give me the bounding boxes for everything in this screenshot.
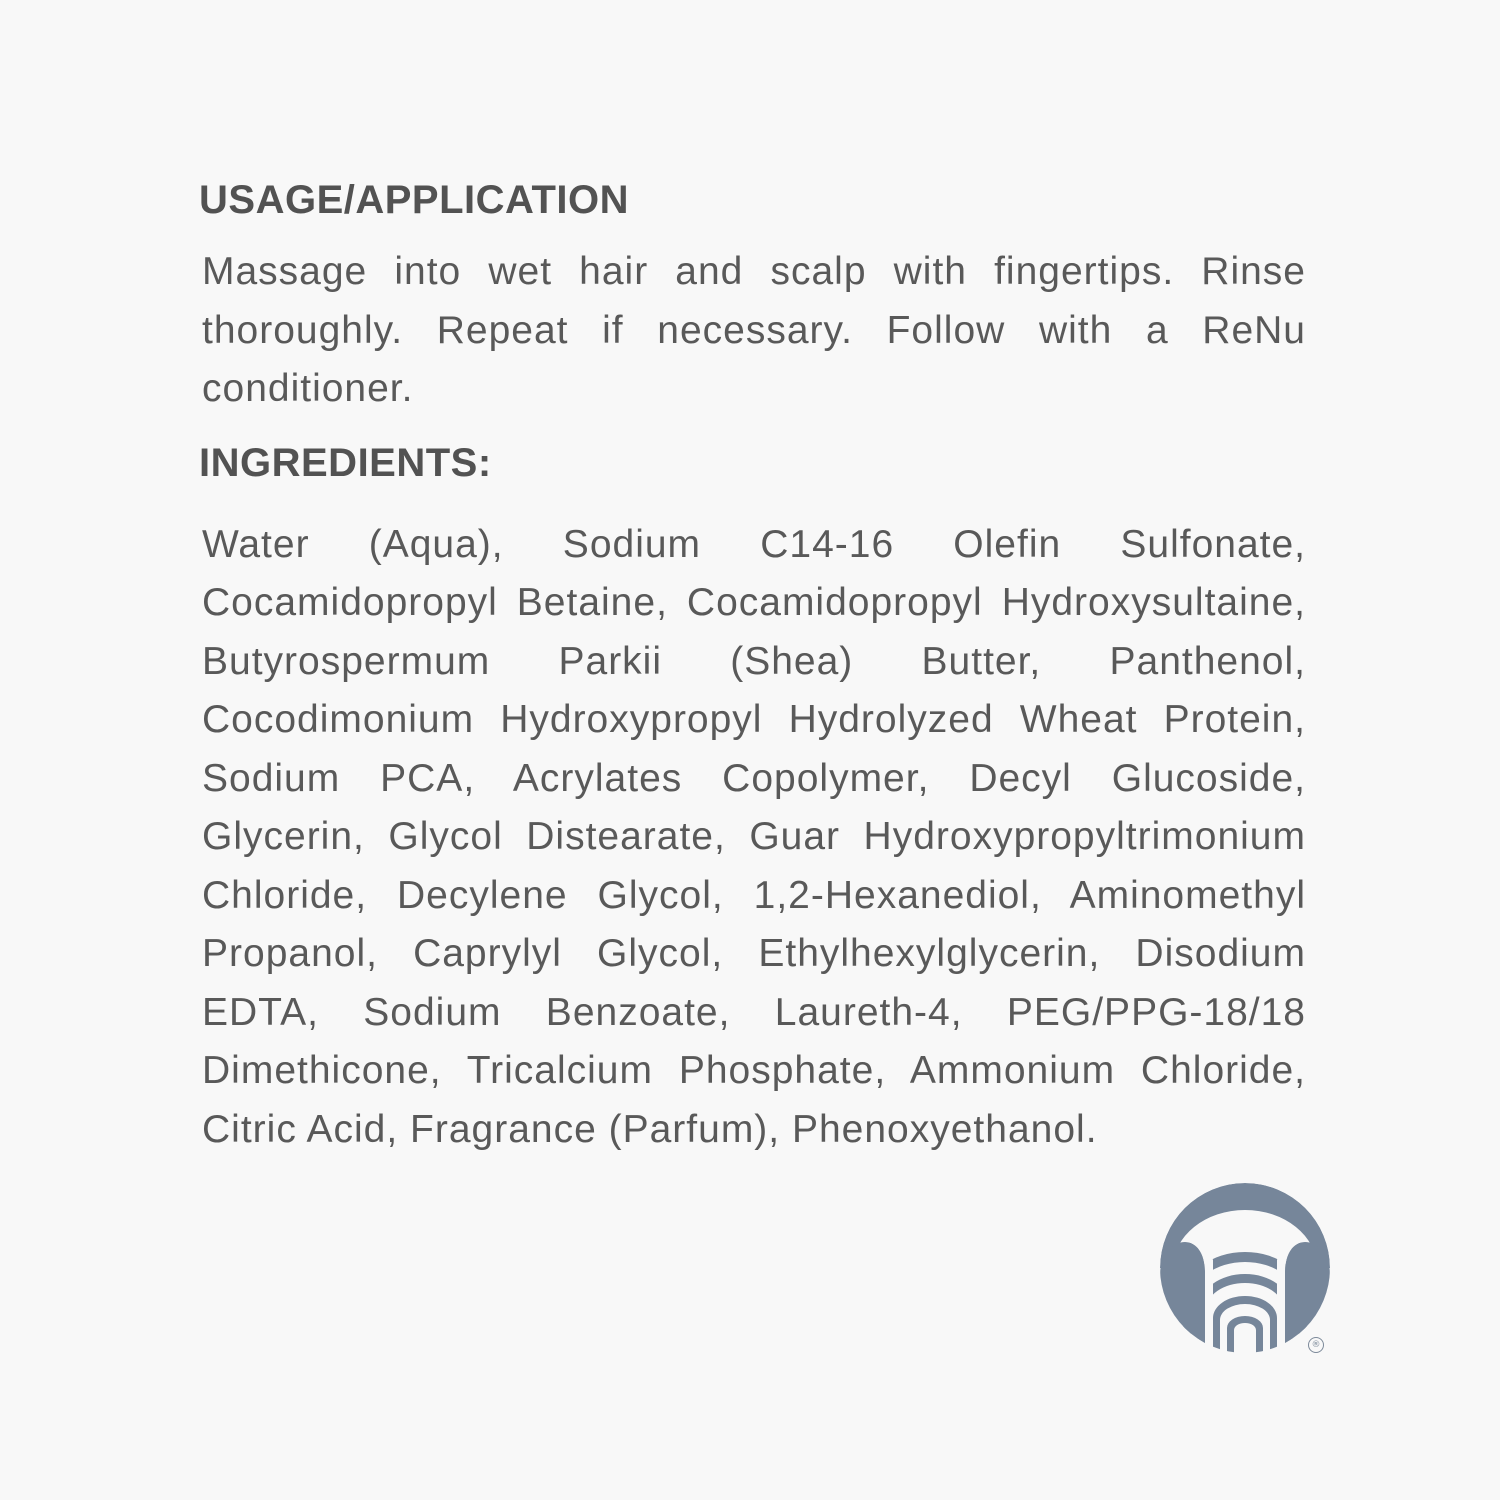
registered-mark: ® [1308,1337,1324,1353]
ingredients-heading: INGREDIENTS: [199,440,492,485]
usage-heading: USAGE/APPLICATION [199,178,630,222]
fountain-logo-icon [1155,1180,1335,1355]
usage-text: Massage into wet hair and scalp with fingertips. Rinse thoroughly. Repeat if necessary. Follow with a ReNu conditioner. [202,250,1306,410]
product-info [199,172,1306,1159]
ingredients-text: Water (Aqua), Sodium C14-16 Olefin Sulfonate, Cocamidopropyl Betaine, Cocamidopropyl Hydroxysultaine, Butyrospermum Parkii (Shea) Butter, Panthenol, Cocodimonium Hydroxypropyl Hydrolyzed Wheat Protein, Sodium PCA, Acrylates Copolymer, Decyl Glucoside, Glycerin, Glycol Distearate, Guar Hydroxypropyltrimonium Chloride, Decylene Glycol, 1,2-Hexanediol, Aminomethyl Propanol, Caprylyl Glycol, Ethylhexylglycerin, Disodium EDTA, Sodium Benzoate, Laureth-4, PEG/PPG-18/18 Dimethicone, Tricalcium Phosphate, Ammonium Chloride, Citric Acid, Fragrance (Parfum), Phenoxyethanol. [202,522,1306,1151]
